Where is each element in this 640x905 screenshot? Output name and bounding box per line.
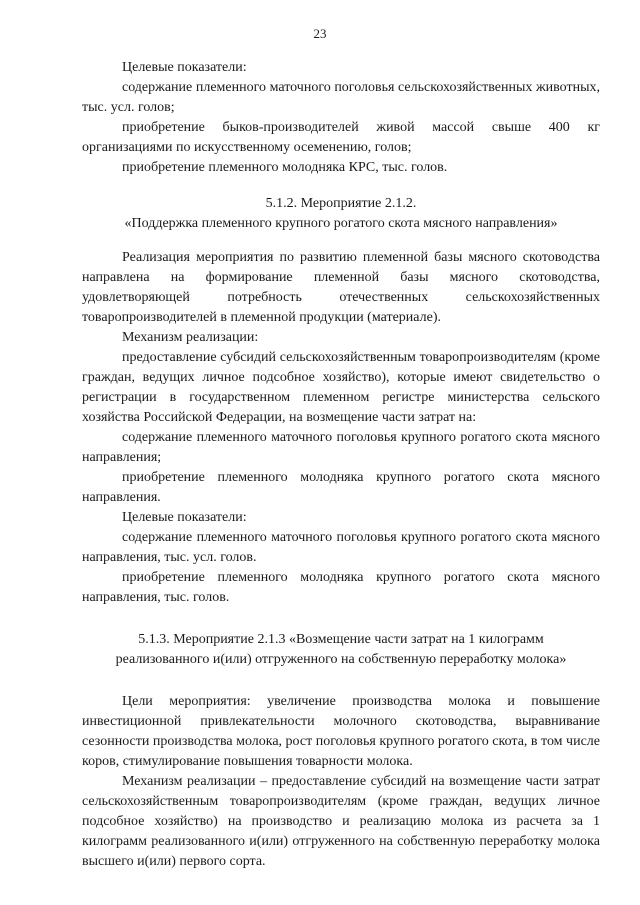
paragraph-indicator-beef-livestock: содержание племенного маточного поголовья крупного рогатого скота мясного направления, тыс. усл. голов. [82, 530, 600, 565]
paragraph-indicator-beef-young: приобретение племенного молодняка крупного рогатого скота мясного направления, тыс. голов. [82, 570, 600, 605]
paragraph-milk-mechanism: Механизм реализации – предоставление субсидий на возмещение части затрат сельскохозяйственным товаропроизводителям (кроме граждан, ведущих личное подсобное хозяйство) на производство и реализацию молока из расчета за 1 килограмм реализованного и(или) отгруженного на собственную переработку молока высшего и(или) первого сорта. [82, 774, 600, 869]
paragraph-target-indicators-1: Целевые показатели: [122, 60, 247, 75]
paragraph-mechanism-label: Механизм реализации: [122, 330, 259, 345]
paragraph-young-cattle-purchase: приобретение племенного молодняка КРС, тыс. голов. [122, 160, 448, 175]
spacer [82, 608, 600, 630]
paragraph-subsidies: предоставление субсидий сельскохозяйственным товаропроизводителям (кроме граждан, ведущих личное подсобное хозяйство), которые имеют свидетельство о регистрации в государственном племенном регистре министерства сельского хозяйства Российской Федерации, на возмещение части затрат на: [82, 350, 600, 425]
section-heading-512-subtitle: «Поддержка племенного крупного рогатого скота мясного направления» [124, 216, 558, 231]
section-heading-513-title: 5.1.3. Мероприятие 2.1.3 «Возмещение части затрат на 1 килограмм [138, 632, 544, 647]
page-number: 23 [313, 26, 327, 41]
spacer [82, 234, 600, 248]
section-heading-512-title: 5.1.2. Мероприятие 2.1.2. [265, 196, 417, 211]
paragraph-breeding-livestock: содержание племенного маточного поголовья сельскохозяйственных животных, тыс. усл. голов; [82, 80, 600, 115]
paragraph-beef-livestock: содержание племенного маточного поголовья крупного рогатого скота мясного направления; [82, 430, 600, 465]
paragraph-bulls-purchase: приобретение быков-производителей живой массой свыше 400 кг организациями по искусственному осеменению, голов; [82, 120, 600, 155]
spacer [82, 178, 600, 194]
paragraph-target-indicators-2: Целевые показатели: [122, 510, 247, 525]
paragraph-milk-goals: Цели мероприятия: увеличение производства молока и повышение инвестиционной привлекательности молочного скотоводства, выравнивание сезонности производства молока, рост поголовья крупного рогатого скота, в том числе коров, стимулирование повышения товарности молока. [82, 694, 600, 769]
paragraph-beef-young: приобретение племенного молодняка крупного рогатого скота мясного направления. [82, 470, 600, 505]
paragraph-beef-base: Реализация мероприятия по развитию племенной базы мясного скотоводства направлена на формирование племенной базы мясного скотоводства, удовлетворяющей потребность отечественных сельскохозяйственных товаропроизводителей в племенной продукции (материале). [82, 250, 600, 325]
page-content [82, 58, 600, 872]
section-heading-513-subtitle: реализованного и(или) отгруженного на собственную переработку молока» [115, 652, 567, 667]
spacer [82, 670, 600, 692]
